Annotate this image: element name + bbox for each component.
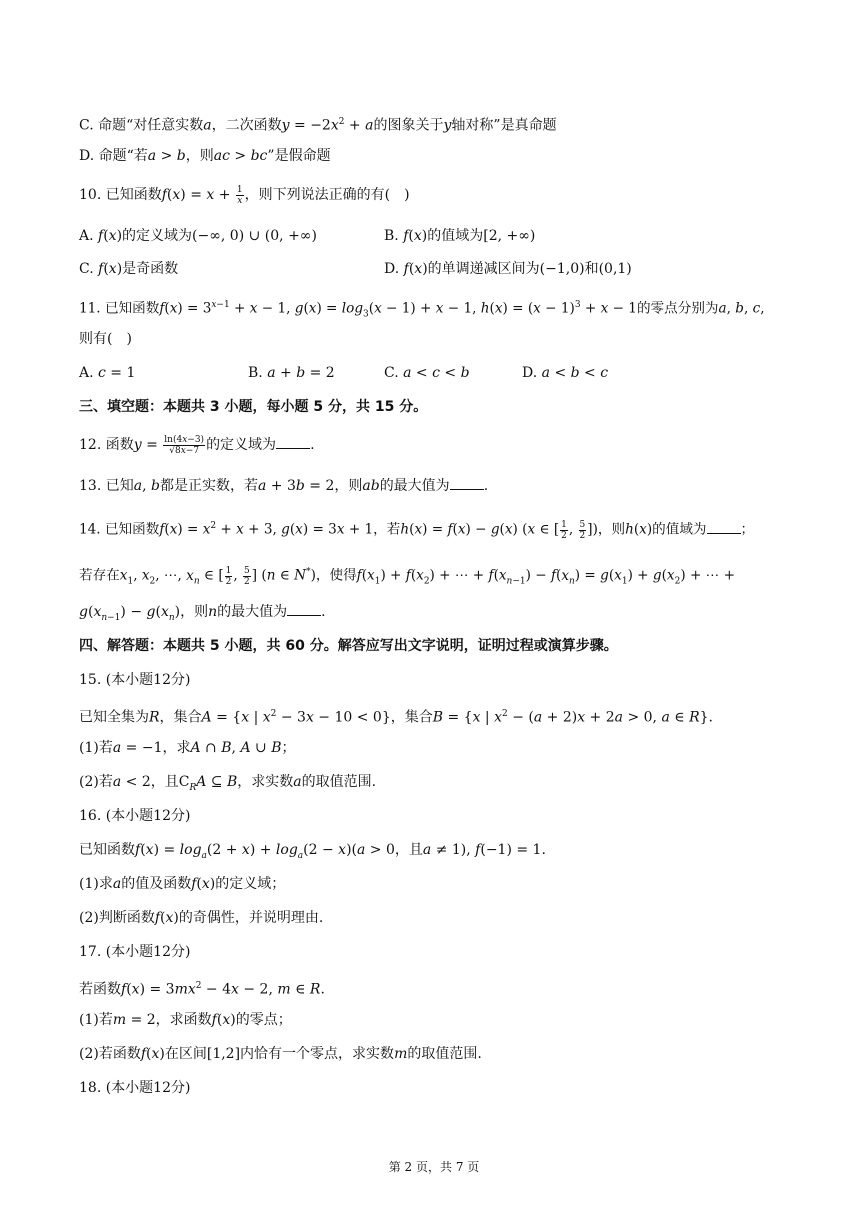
question-16-part1: (1)求a的值及函数f(x)的定义域； xyxy=(79,876,286,892)
option-11c: C. a < c < b xyxy=(384,365,470,381)
question-15-part1: (1)若a = −1，求A ∩ B, A ∪ B； xyxy=(79,740,296,756)
option-10c: C. f(x)是奇函数 xyxy=(79,261,179,277)
question-17-stem: 若函数$f(x) = 3mx^2 - 4x - 2$, m ∈ R. xyxy=(79,981,325,998)
section-3-heading: 三、填空题：本题共 3 小题，每小题 5 分，共 15 分。 xyxy=(79,399,428,415)
question-18: 18. (本小题12分) xyxy=(79,1080,191,1096)
question-16-stem: 已知函数$f(x) = \log_a(2 + x) + \log_a(2 - x)(a > 0$，且a ≠ 1), f(−1) = 1. xyxy=(79,842,546,861)
option-9d: D. 命题“若a > b，则ac > bc”是假命题 xyxy=(79,148,331,164)
question-14-cont: 若存在$x_1$, $x_2$, ⋯, $x_n$ ∈ [ $\frac{1}{2}$ , $\frac{5}{2}$ ] (n ∈ N*)，使得$f(x_1) + f(x_2)$ + ⋯ + $f(x_{n-1}) - f(x_n) = g(x_1) + g(x_2)$ + ⋯ + xyxy=(79,565,735,587)
option-10b: B. f(x)的值域为[2, +∞) xyxy=(384,228,536,244)
question-10: 10. 已知函数f(x) = x + $\frac{1}{x}$ ，则下列说法正确的有( ) xyxy=(79,184,410,206)
question-11: 11. 已知函数$f(x) = 3^{x-1} + x - 1$, $g(x) = \log_3(x - 1) + x - 1$, $h(x) = (x - 1)^3 + x - 1$的零点分别为a, b, c, xyxy=(79,300,765,320)
question-13: 13. 已知a, b都是正实数，若a + 3b = 2，则ab的最大值为 . xyxy=(79,478,489,494)
question-16-part2: (2)判断函数f(x)的奇偶性，并说明理由. xyxy=(79,910,324,926)
question-15: 15. (本小题12分) xyxy=(79,672,191,688)
option-10a: A. f(x)的定义域为(−∞, 0) ∪ (0, +∞) xyxy=(79,228,317,244)
option-10d: D. f(x)的单调递减区间为(−1,0)和(0,1) xyxy=(384,261,632,277)
section-4-heading: 四、解答题：本题共 5 小题，共 60 分。解答应写出文字说明，证明过程或演算步骤。 xyxy=(79,638,618,654)
option-11a: A. c = 1 xyxy=(79,365,136,381)
question-12: 12. 函数y = $\frac{\ln(4x-3)}{√8x-7}$ 的定义域为 . xyxy=(79,434,315,456)
question-15-stem: 已知全集为R，集合A = {x | $x^2 - 3x - 10 < 0$}，集合B = {x | $x^2 - (a + 2)x + 2a > 0$, a ∈ R}. xyxy=(79,709,713,726)
question-17-part2: (2)若函数f(x)在区间[1,2]内恰有一个零点，求实数m的取值范围. xyxy=(79,1046,482,1062)
question-16: 16. (本小题12分) xyxy=(79,808,191,824)
option-11d: D. a < b < c xyxy=(522,365,609,381)
option-9c: C. 命题“对任意实数a，二次函数$y = -2x^2 + a$的图象关于y轴对称”是真命题 xyxy=(79,117,557,134)
question-14-cont2: $g(x_{n-1}) - g(x_n)$，则n的最大值为 . xyxy=(79,604,326,623)
question-14: 14. 已知函数$f(x) = x^2 + x + 3$, g(x) = 3x + 1，若h(x) = f(x) − g(x) (x ∈ [ $\frac{1}{2}$ , $\frac{5}{2}$ ])，则h(x)的值域为 ； xyxy=(79,519,755,541)
question-17: 17. (本小题12分) xyxy=(79,944,191,960)
option-11b: B. a + b = 2 xyxy=(248,365,335,381)
question-11-cont: 则有( ) xyxy=(79,331,132,347)
page-footer: 第 2 页，共 7 页 xyxy=(388,1160,480,1174)
question-17-part1: (1)若m = 2，求函数f(x)的零点； xyxy=(79,1012,292,1028)
question-15-part2: (2)若a < 2，且$C_RA$ ⊆ B，求实数a的取值范围. xyxy=(79,774,377,793)
